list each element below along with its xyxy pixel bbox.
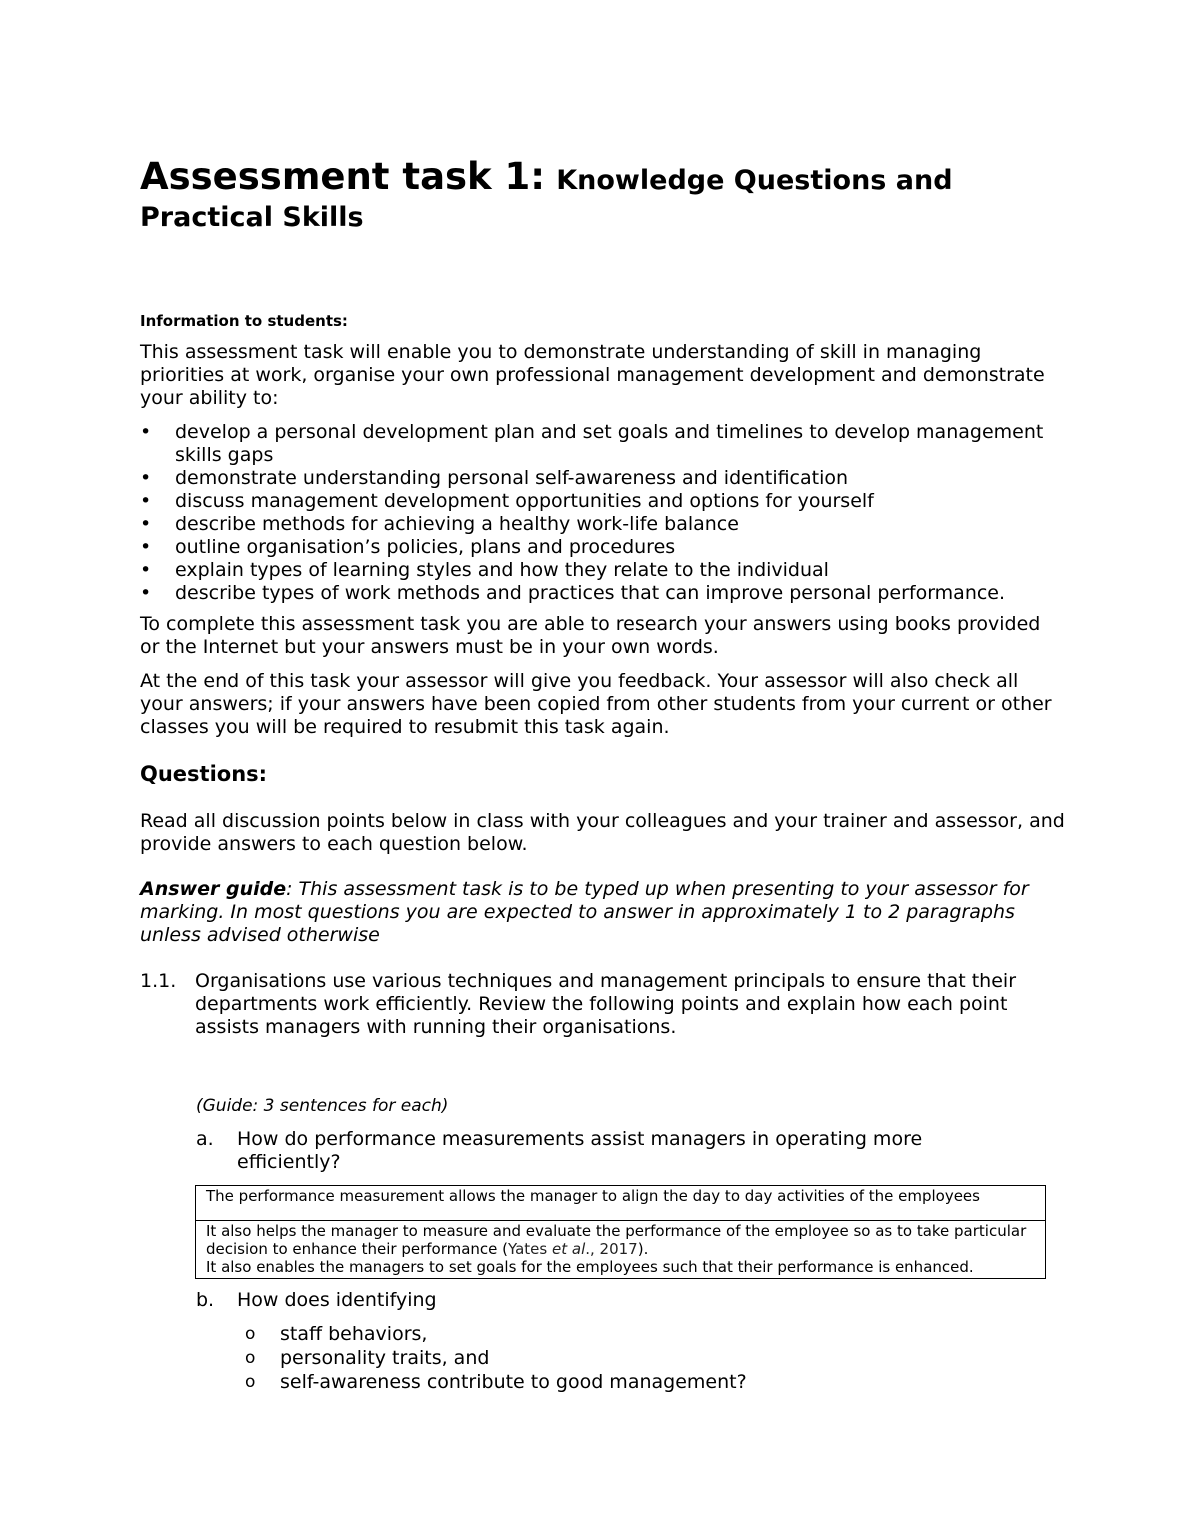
bullet-icon: • (140, 467, 152, 489)
question-number: 1.1. (140, 970, 177, 992)
question-a-text: How do performance measurements assist managers in operating more efficiently? (237, 1128, 923, 1173)
answer-table (195, 1185, 1046, 1279)
list-item: o self-awareness contribute to good management? (245, 1371, 747, 1393)
question-b-letter: b. (196, 1289, 215, 1311)
question-b-list (245, 1322, 945, 1394)
title-main: Assessment task 1: (140, 155, 546, 198)
question-1-1 (140, 970, 1060, 1039)
list-item: o staff behaviors, (245, 1323, 428, 1345)
circle-bullet-icon: o (245, 1372, 256, 1392)
bullet-icon: • (140, 490, 152, 512)
bullet-icon: • (140, 513, 152, 535)
question-text: Organisations use various techniques and management principals to ensure that their departments work efficiently. Review the following points and explain how each point assists managers with running their organisations. (195, 970, 1017, 1038)
questions-heading: Questions: (140, 762, 268, 786)
list-item: • describe types of work methods and practices that can improve personal performance. (140, 582, 1006, 604)
info-label: Information to students: (140, 312, 348, 330)
list-item: o personality traits, and (245, 1347, 490, 1369)
research-paragraph: To complete this assessment task you are able to research your answers using books provided or the Internet but your answers must be in your own words. (140, 613, 1041, 658)
question-a (196, 1128, 996, 1174)
bullet-icon: • (140, 536, 152, 558)
question-a-letter: a. (196, 1128, 214, 1150)
title-sub: Knowledge Questions and Practical Skills (140, 165, 953, 233)
feedback-paragraph: At the end of this task your assessor will give you feedback. Your assessor will also check all your answers; if your answers have been copied from other students from your current or other classes you will be required to resubmit this task again. (140, 670, 1052, 738)
answer-guide (140, 878, 1070, 947)
circle-bullet-icon: o (245, 1324, 256, 1344)
list-item: • discuss management development opportunities and options for yourself (140, 490, 874, 512)
citation: Yates et al., 2017 (508, 1240, 638, 1258)
list-item: • develop a personal development plan and set goals and timelines to develop management skills gaps (140, 421, 1044, 466)
bullet-icon: • (140, 559, 152, 581)
bullet-icon: • (140, 582, 152, 604)
info-intro: This assessment task will enable you to demonstrate understanding of skill in managing priorities at work, organise your own professional management development and demonstrate your ability to: (140, 341, 1045, 409)
list-item: • describe methods for achieving a healthy work-life balance (140, 513, 739, 535)
page-title (140, 155, 1040, 235)
answer-guide-text: : This assessment task is to be typed up when presenting to your assessor for marking. In most questions you are expected to answer in approximately 1 to 2 paragraphs unless advised otherwise (140, 878, 1029, 946)
answer-guide-label: Answer guide (140, 878, 287, 900)
question-b-text: How does identifying (237, 1289, 437, 1311)
questions-intro: Read all discussion points below in class with your colleagues and your trainer and assessor, and provide answers to each question below. (140, 810, 1065, 855)
answer-row: The performance measurement allows the manager to align the day to day activities of the employees (196, 1186, 1045, 1221)
answer-row: It also helps the manager to measure and evaluate the performance of the employee so as to take particular decision to enhance their performance (Yates et al., 2017). It also enables the managers to set goals for the employees such that their performance is enhanced. (206, 1222, 1027, 1276)
circle-bullet-icon: o (245, 1348, 256, 1368)
list-item: • outline organisation’s policies, plans and procedures (140, 536, 676, 558)
list-item: • explain types of learning styles and how they relate to the individual (140, 559, 829, 581)
ability-list (140, 421, 1060, 605)
guide-note: (Guide: 3 sentences for each) (196, 1096, 449, 1116)
bullet-icon: • (140, 421, 152, 443)
question-b (196, 1289, 996, 1312)
list-item: • demonstrate understanding personal self-awareness and identification (140, 467, 849, 489)
